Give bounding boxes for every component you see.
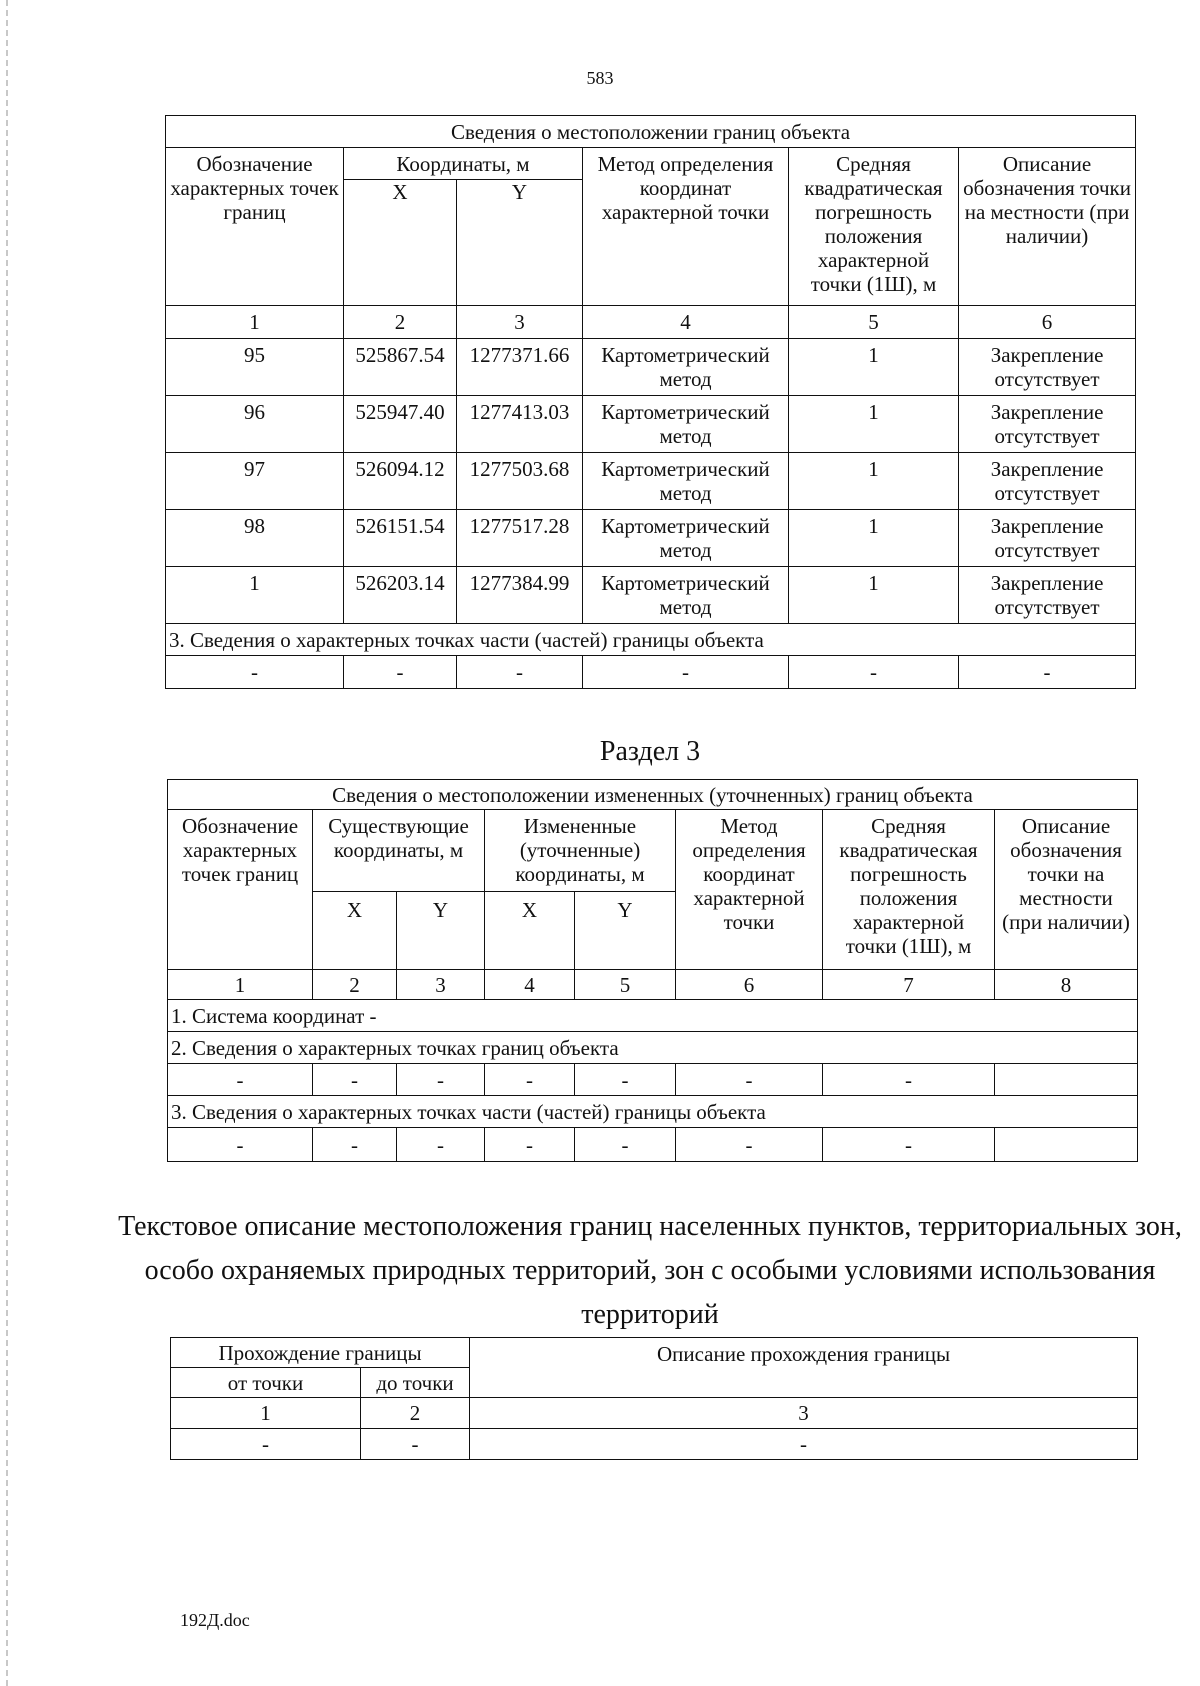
method-cell: Картометрический метод bbox=[583, 396, 789, 453]
dash-cell: - bbox=[823, 1128, 995, 1162]
point-cell: 98 bbox=[166, 510, 344, 567]
dash-cell: - bbox=[959, 656, 1136, 689]
footer-filename: 192Д.doc bbox=[180, 1610, 250, 1630]
method-cell: Картометрический метод bbox=[583, 510, 789, 567]
boundary-location-table bbox=[165, 115, 1136, 689]
dash-cell: - bbox=[361, 1429, 470, 1460]
point-cell: 96 bbox=[166, 396, 344, 453]
col-number: 1 bbox=[166, 306, 344, 339]
desc-cell: Закрепление отсутствует bbox=[959, 567, 1136, 624]
col-number: 5 bbox=[789, 306, 959, 339]
header-passage-description: Описание прохождения границы bbox=[470, 1338, 1138, 1398]
header-method: Метод определения координат характерной точки bbox=[583, 148, 789, 306]
method-cell: Картометрический метод bbox=[583, 453, 789, 510]
header-x: X bbox=[485, 892, 575, 970]
dash-cell: - bbox=[470, 1429, 1138, 1460]
col-number: 1 bbox=[168, 970, 313, 1000]
changed-boundary-table bbox=[167, 779, 1138, 1162]
x-cell: 526151.54 bbox=[344, 510, 457, 567]
y-cell: 1277413.03 bbox=[457, 396, 583, 453]
boundary-points-heading: 2. Сведения о характерных точках границ объекта bbox=[168, 1032, 1138, 1064]
header-description: Описание обозначения точки на местности (при наличии) bbox=[995, 810, 1138, 970]
col-number: 6 bbox=[676, 970, 823, 1000]
point-cell: 97 bbox=[166, 453, 344, 510]
header-to-point: до точки bbox=[361, 1368, 470, 1398]
dash-cell bbox=[995, 1064, 1138, 1096]
col-number: 3 bbox=[470, 1398, 1138, 1429]
point-cell: 95 bbox=[166, 339, 344, 396]
x-cell: 525867.54 bbox=[344, 339, 457, 396]
col-number: 7 bbox=[823, 970, 995, 1000]
dash-cell: - bbox=[676, 1064, 823, 1096]
error-cell: 1 bbox=[789, 453, 959, 510]
dash-cell: - bbox=[313, 1064, 397, 1096]
header-designation: Обозначение характерных точек границ bbox=[166, 148, 344, 306]
header-x: X bbox=[313, 892, 397, 970]
header-passage: Прохождение границы bbox=[171, 1338, 470, 1368]
header-error: Средняя квадратическая погрешность положения характерной точки (1Ш), м bbox=[823, 810, 995, 970]
col-number: 3 bbox=[457, 306, 583, 339]
x-cell: 526203.14 bbox=[344, 567, 457, 624]
point-cell: 1 bbox=[166, 567, 344, 624]
dash-cell: - bbox=[485, 1128, 575, 1162]
table-row bbox=[166, 567, 1136, 624]
method-cell: Картометрический метод bbox=[583, 339, 789, 396]
dash-cell: - bbox=[166, 656, 344, 689]
header-x: X bbox=[344, 180, 457, 306]
header-y: Y bbox=[457, 180, 583, 306]
dash-cell: - bbox=[676, 1128, 823, 1162]
col-number: 4 bbox=[583, 306, 789, 339]
dash-cell: - bbox=[168, 1064, 313, 1096]
dash-cell: - bbox=[457, 656, 583, 689]
section-3-title: Раздел 3 bbox=[599, 736, 701, 767]
desc-cell: Закрепление отсутствует bbox=[959, 453, 1136, 510]
y-cell: 1277384.99 bbox=[457, 567, 583, 624]
col-number: 2 bbox=[361, 1398, 470, 1429]
dash-cell bbox=[995, 1128, 1138, 1162]
dash-cell: - bbox=[344, 656, 457, 689]
header-description: Описание обозначения точки на местности (при наличии) bbox=[959, 148, 1136, 306]
dash-cell: - bbox=[485, 1064, 575, 1096]
header-designation: Обозначение характерных точек границ bbox=[168, 810, 313, 970]
col-number: 8 bbox=[995, 970, 1138, 1000]
coord-system-heading: 1. Система координат - bbox=[168, 1000, 1138, 1032]
error-cell: 1 bbox=[789, 567, 959, 624]
dash-cell: - bbox=[171, 1429, 361, 1460]
y-cell: 1277371.66 bbox=[457, 339, 583, 396]
header-from-point: от точки bbox=[171, 1368, 361, 1398]
method-cell: Картометрический метод bbox=[583, 567, 789, 624]
x-cell: 525947.40 bbox=[344, 396, 457, 453]
header-y: Y bbox=[575, 892, 676, 970]
table-title: Сведения о местоположении измененных (уточненных) границ объекта bbox=[168, 780, 1138, 810]
dash-cell: - bbox=[168, 1128, 313, 1162]
desc-cell: Закрепление отсутствует bbox=[959, 396, 1136, 453]
col-number: 6 bbox=[959, 306, 1136, 339]
x-cell: 526094.12 bbox=[344, 453, 457, 510]
col-number: 1 bbox=[171, 1398, 361, 1429]
dash-cell: - bbox=[575, 1128, 676, 1162]
dash-cell: - bbox=[575, 1064, 676, 1096]
dash-cell: - bbox=[789, 656, 959, 689]
dash-cell: - bbox=[397, 1064, 485, 1096]
header-coords: Координаты, м bbox=[344, 148, 583, 180]
error-cell: 1 bbox=[789, 396, 959, 453]
part-points-heading: 3. Сведения о характерных точках части (частей) границы объекта bbox=[168, 1096, 1138, 1128]
dash-cell: - bbox=[397, 1128, 485, 1162]
col-number: 4 bbox=[485, 970, 575, 1000]
header-method: Метод определения координат характерной точки bbox=[676, 810, 823, 970]
col-number: 3 bbox=[397, 970, 485, 1000]
dash-cell: - bbox=[583, 656, 789, 689]
header-changed-coords: Измененные (уточненные) координаты, м bbox=[485, 810, 676, 892]
error-cell: 1 bbox=[789, 510, 959, 567]
desc-cell: Закрепление отсутствует bbox=[959, 339, 1136, 396]
part-section-heading: 3. Сведения о характерных точках части (частей) границы объекта bbox=[166, 624, 1136, 656]
table-row bbox=[166, 339, 1136, 396]
table-title: Сведения о местоположении границ объекта bbox=[166, 116, 1136, 148]
header-existing-coords: Существующие координаты, м bbox=[313, 810, 485, 892]
col-number: 2 bbox=[344, 306, 457, 339]
table-row bbox=[166, 453, 1136, 510]
y-cell: 1277503.68 bbox=[457, 453, 583, 510]
y-cell: 1277517.28 bbox=[457, 510, 583, 567]
table-row bbox=[166, 396, 1136, 453]
desc-cell: Закрепление отсутствует bbox=[959, 510, 1136, 567]
col-number: 2 bbox=[313, 970, 397, 1000]
dash-cell: - bbox=[313, 1128, 397, 1162]
scan-edge bbox=[6, 0, 8, 1686]
header-y: Y bbox=[397, 892, 485, 970]
error-cell: 1 bbox=[789, 339, 959, 396]
text-description-title: Текстовое описание местоположения границ населенных пунктов, территориальных зон, особо охраняемых природных территорий, зон с особыми условиями использования территорий bbox=[118, 1211, 1182, 1330]
page-number: 583 bbox=[586, 68, 614, 88]
col-number: 5 bbox=[575, 970, 676, 1000]
boundary-passage-table bbox=[170, 1337, 1138, 1460]
header-error: Средняя квадратическая погрешность положения характерной точки (1Ш), м bbox=[789, 148, 959, 306]
table-row bbox=[166, 510, 1136, 567]
dash-cell: - bbox=[823, 1064, 995, 1096]
